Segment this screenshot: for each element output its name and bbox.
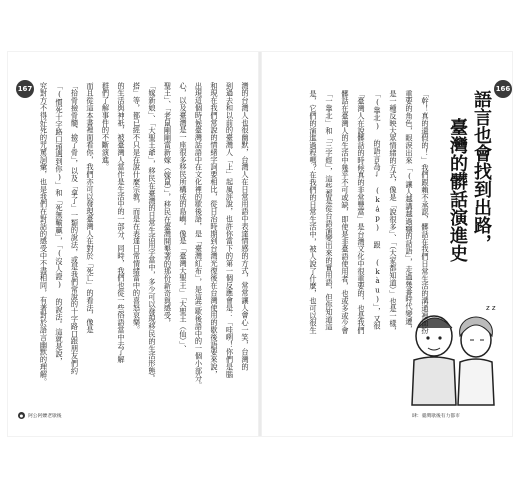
left_page-text-column: 的生活與神祇，被臺灣人當作是生活中的一部分，同時，我們也從一些俗語當中去了解 [117,82,126,364]
left_page-text-column: 群們了解事件的不斷演進。 [101,82,111,171]
svg-text:z z: z z [486,304,496,312]
right_page-text-column: 髒話在臺灣人的生活中幾乎不可或缺，即使是非臺語使用者，也或多或少會 [341,90,350,335]
left_page-text-column: 「(慣死十字路口頭遇到你)」和「死無輸贏」，「(沒人證) 的說法。這就是說， [55,82,64,365]
left_page-text-column: 和現在我們常說的情緒字詞要相比，從日治時期到台灣光復後在台灣使用的歇後語要來說， [210,82,219,378]
left_page-text-column: 出現這個時候臺灣話語中在文化裡的歇後語，是「臺灣紅布」，是這些歇後語中的一個小部分。 [194,82,204,390]
right_page-text-column: 是，它們的演進過程嗎？在我們的日常生活中，被人說了什麼，也可以很生 [309,90,318,335]
left-page-number: 167 [16,80,34,98]
right-footer-text: 肆：臺灣歇後有力都市 [412,414,460,419]
right_page-text-column: 重要的角色，眼淚出來「(讓人越講越過癮的話語」，走過幾番時代變遷， [405,90,414,333]
left_page-text-column: 「拾骨撿骨髓、撿了骨」，以及「拿了」一類的說法，或是我們常說的十字路口跟朋友們約 [70,82,80,375]
left-footer-text: 阿公阿嬤老歇後 [28,414,62,419]
left_page-text-column: 到過去和以前的臺灣人「上」起風評說，也許你當下的第一個反應會是：「哇咧！你們是腦 [225,82,235,378]
left_page-text-column: 而且從這本書裡面看你，我們亦可以發現臺灣人在對於「死亡」的看法，像是 [86,82,95,334]
book-gutter [258,52,262,436]
right_page-text-column: 「(靠北) 的語言為了 (ka̍p) 跟 (kàu)」，又很 [373,90,382,330]
left_page-text-column: 心，以及臺灣是一座很多移民所構成的島嶼。像是「臺灣大聖王」「大聖王（仙）」、 [179,82,188,353]
left_page-text-column: 灣的台灣人也很幽默，台灣人在日常用語中表達情感的方式，常常讓人會心一笑，台灣的 [241,82,250,371]
right_page-text-column: 「一靠北」和「三字經」，這些都是從台語演變出來的實用語，但你知道這 [325,90,334,331]
right-footer [412,412,460,419]
left_page-text-column: 搭」等，都已經不只是在說什麼宗教，而是在表達日常情緒當中的喜怒哀樂。 [132,82,142,334]
right_page-text-column: 是一種反映大眾情緒的方式，像是「說很多」、「（大家都知道）」也是一樣， [389,90,398,335]
right_page-text-column: 「幹！真的還假的！」我們跟賴不承認，髒話在我們日常生活的溝通裡面扮 [421,90,430,335]
chapter-title-line2: 臺灣的髒話演進史 [447,118,468,262]
left_page-text-column: 究對方不得好死的咒罵詞彙，也是我們在對話的感受中不盡相同，有著對於語言幽默的理解。 [39,82,49,386]
right-page-number: 166 [494,80,512,98]
right_page-text-column: 「臺灣人在說髒話的時候真的非常豐富」是台灣文化中很重要的，也是我們 [357,90,366,335]
left_page-text-column: 「嫁新娘」、「大聖王爺」，移民在臺灣的日常生活用字當中，多少可以發現移民的生活形態。 [148,82,157,382]
left_page-text-column: 聖王」、「老鼠剛剛當新嫁（嫁鼠）」，移民在臺灣開墾著的那份新奇與感受， [163,82,173,327]
left-footer [18,412,62,419]
footer-mark-icon: ● [19,413,24,418]
chapter-title-line1: 語言也會找到出路， [471,90,492,252]
